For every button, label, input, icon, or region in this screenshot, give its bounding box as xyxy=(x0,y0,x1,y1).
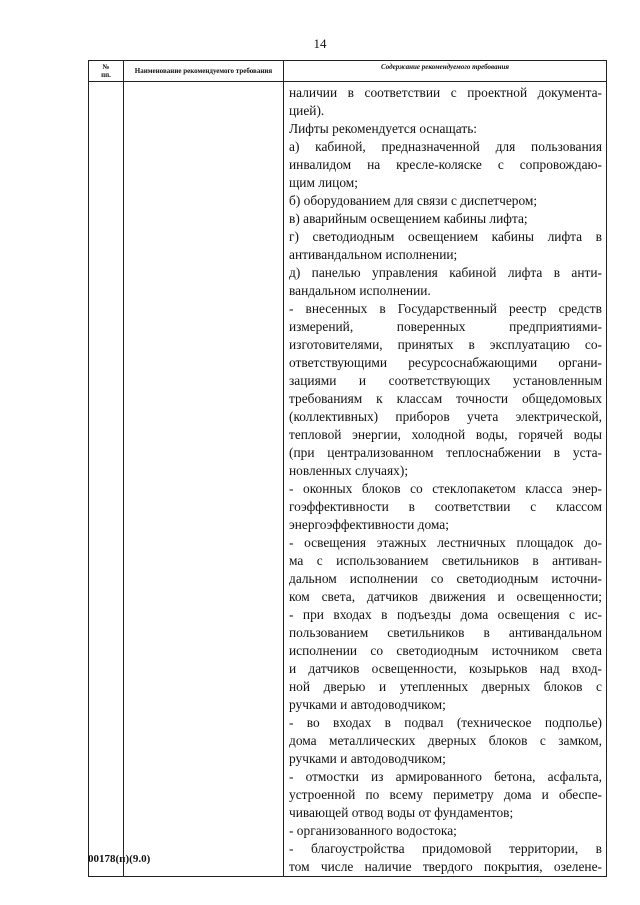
content-line: дальном исполнении со светодиодным источни- xyxy=(289,571,602,586)
requirements-table xyxy=(88,60,607,877)
table-header-row xyxy=(89,61,607,82)
table-row xyxy=(89,82,607,877)
content-line: пользованием светильников в антивандальном xyxy=(289,625,602,640)
content-line: требованиям к классам точности общедомовых xyxy=(289,391,602,406)
content-line: - освещения этажных лестничных площадок до- xyxy=(289,535,602,550)
content-line: и датчиков освещенности, козырьков над вход- xyxy=(289,661,602,676)
content-line: вандальном исполнении. xyxy=(289,283,431,298)
content-line: в) аварийным освещением кабины лифта; xyxy=(289,211,528,226)
content-line: (коллективных) приборов учета электрической, xyxy=(289,409,602,424)
content-line: исполнении со светодиодным источником света xyxy=(289,643,602,658)
page-number: 14 xyxy=(313,36,327,51)
cell-number xyxy=(89,82,124,877)
content-line: д) панелью управления кабиной лифта в анти- xyxy=(289,265,602,280)
content-line: - организованного водостока; xyxy=(289,823,457,838)
content-line: ной дверью и утепленных дверных блоков с xyxy=(289,679,602,694)
content-line: - при входах в подъезды дома освещения с ис- xyxy=(289,607,602,622)
content-line: изготовителями, принятых в эксплуатацию со- xyxy=(289,337,602,352)
content-line: ручками и автодоводчиком; xyxy=(289,697,446,712)
content-line: а) кабиной, предназначенной для пользования xyxy=(289,139,602,154)
content-line: - отмостки из армированного бетона, асфальта, xyxy=(289,769,602,784)
content-line: измерений, поверенных предприятиями- xyxy=(289,319,602,334)
document-code: 00178(п)(9.0) xyxy=(88,853,151,865)
content-line: наличии в соответствии с проектной документа- xyxy=(289,85,602,100)
content-line: (при централизованном теплоснабжении в уста- xyxy=(289,445,602,460)
content-line: новленных случаях); xyxy=(289,463,409,478)
content-line: инвалидом на кресле-коляске с сопровождаю- xyxy=(289,157,602,172)
content-line: энергоэффективности дома; xyxy=(289,517,449,532)
content-line: тепловой энергии, холодной воды, горячей воды xyxy=(289,427,602,442)
content-line: том числе наличие твердого покрытия, озелене- xyxy=(289,859,602,874)
content-line: - благоустройства придомовой территории, в xyxy=(289,841,602,856)
header-requirement-content: Содержание рекомендуемого требования xyxy=(284,61,607,82)
content-line: ручками и автодоводчиком; xyxy=(289,751,446,766)
content-line: дома металлических дверных блоков с замком, xyxy=(289,733,602,748)
content-line: антивандальном исполнении; xyxy=(289,247,458,262)
content-line: гоэффективности в соответствии с классом xyxy=(289,499,602,514)
content-line: ком света, датчиков движения и освещенности; xyxy=(289,589,602,604)
content-line: б) оборудованием для связи с диспетчером; xyxy=(289,193,538,208)
content-line: - во входах в подвал (техническое подполье) xyxy=(289,715,602,730)
cell-requirement-content xyxy=(284,82,607,877)
cell-requirement-name xyxy=(124,82,284,877)
content-line: чивающей отвод воды от фундаментов; xyxy=(289,805,514,820)
header-requirement-name: Наименование рекомендуемого требования xyxy=(124,61,284,82)
content-line: - оконных блоков со стеклопакетом класса энер- xyxy=(289,481,602,496)
content-line: ма с использованием светильников в антиван- xyxy=(289,553,602,568)
content-line: - внесенных в Государственный реестр средств xyxy=(289,301,602,316)
content-line: г) светодиодным освещением кабины лифта в xyxy=(289,229,602,244)
content-line: щим лицом; xyxy=(289,175,358,190)
content-line: ответствующими ресурсоснабжающими органи- xyxy=(289,355,602,370)
content-line: цией). xyxy=(289,103,325,118)
content-line: устроенной по всему периметру дома и обеспе- xyxy=(289,787,602,802)
header-number: № пп. xyxy=(89,61,124,82)
content-line: Лифты рекомендуется оснащать: xyxy=(289,121,478,136)
content-line: зациями и соответствующих установленным xyxy=(289,373,602,388)
